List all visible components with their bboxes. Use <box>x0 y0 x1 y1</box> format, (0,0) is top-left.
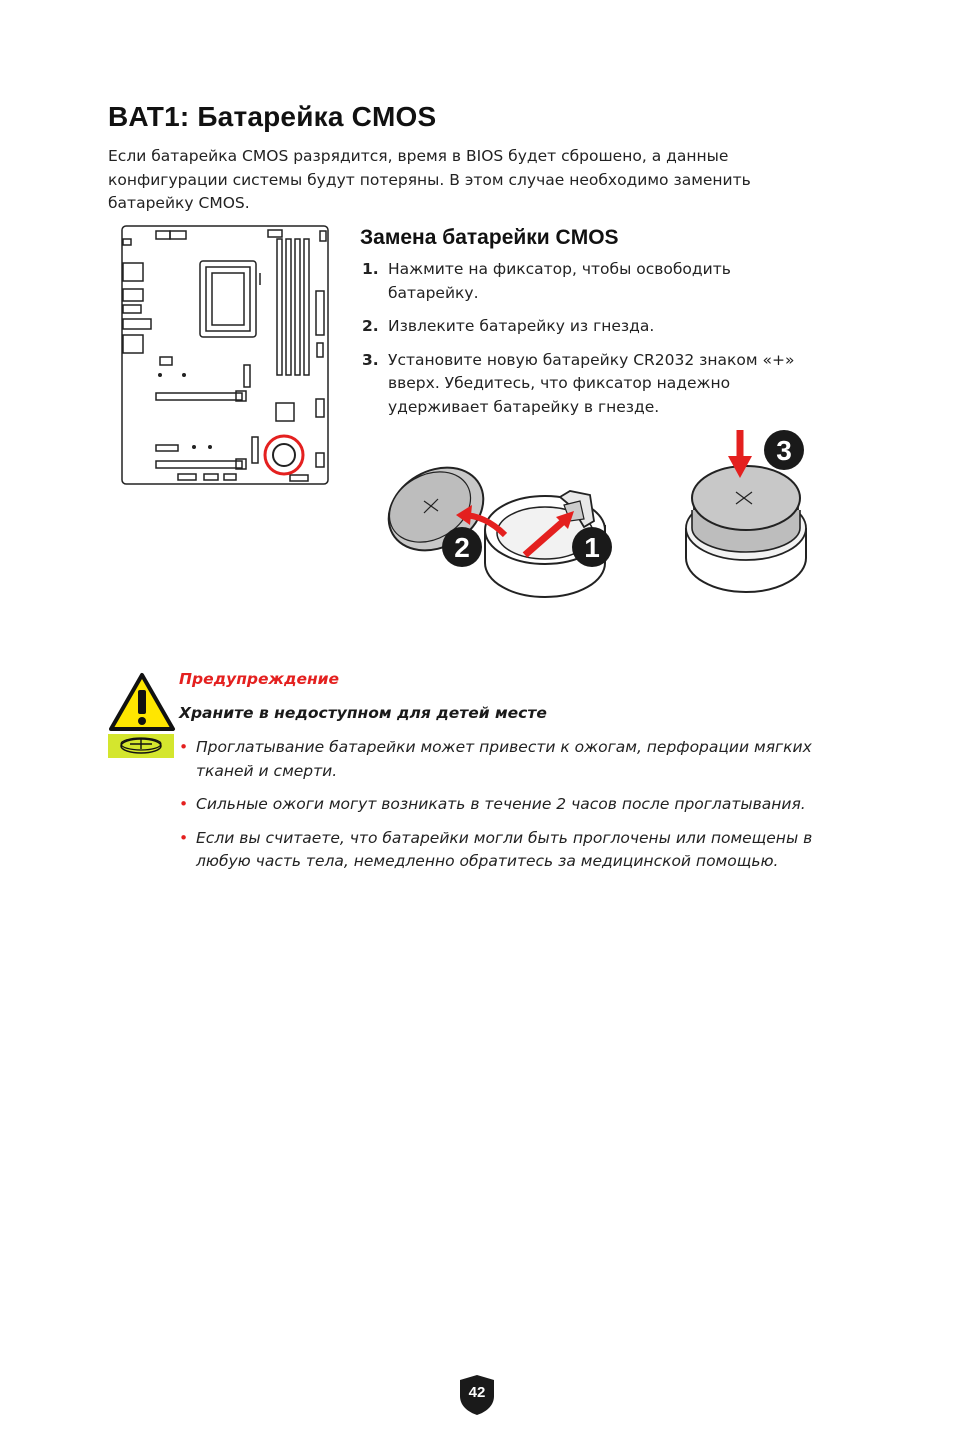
page-number: 42 <box>468 1384 486 1401</box>
battery-removal-illustration <box>380 455 620 625</box>
steps-list <box>360 258 800 429</box>
warning-label: Предупреждение <box>179 670 340 688</box>
callout-2: 2 <box>454 532 470 563</box>
intro-text: Если батарейка CMOS разрядится, время в BIOS будет сброшено, а данные конфигурации системы будут потеряны. В этом случае необходимо заменить батарейку CMOS. <box>108 147 751 212</box>
bullet-marker: • <box>179 738 189 756</box>
step-number: 3. <box>362 350 379 369</box>
step-text: Установите новую батарейку CR2032 знаком «+» вверх. Убедитесь, что фиксатор надежно удерживает батарейку в гнезде. <box>388 350 795 416</box>
step-item <box>360 349 800 420</box>
warning-text: Сильные ожоги могут возникать в течение 2 часов после проглатывания. <box>196 795 806 813</box>
warning-heading: Храните в недоступном для детей месте <box>179 704 547 722</box>
step-text: Нажмите на фиксатор, чтобы освободить батарейку. <box>388 260 731 302</box>
warning-triangle-icon <box>108 672 176 732</box>
bullet-marker: • <box>179 795 189 813</box>
step-item <box>360 315 800 339</box>
bullet-marker: • <box>179 828 189 847</box>
warning-item <box>179 736 859 783</box>
step-number: 1. <box>362 260 379 278</box>
callout-3: 3 <box>776 435 792 466</box>
battery-icon <box>108 734 174 758</box>
page-title: BAT1: Батарейка CMOS <box>108 101 437 132</box>
warning-text: Если вы считаете, что батарейки могли быть проглочены или помещены в любую часть тела, немедленно обратитесь за медицинской помощью. <box>196 828 813 870</box>
warning-text: Проглатывание батарейки может привести к ожогам, перфорации мягких тканей и смерти. <box>196 738 812 780</box>
warning-item <box>179 793 859 817</box>
page-number-badge <box>458 1374 496 1416</box>
step-item <box>360 258 800 305</box>
step-text: Извлеките батарейку из гнезда. <box>388 317 655 335</box>
callout-1: 1 <box>584 532 600 563</box>
warning-item <box>179 827 859 874</box>
motherboard-diagram <box>120 225 330 487</box>
warning-list <box>179 736 859 884</box>
replace-title: Замена батарейки CMOS <box>360 226 619 249</box>
battery-install-illustration <box>682 428 812 598</box>
step-number: 2. <box>362 317 379 335</box>
